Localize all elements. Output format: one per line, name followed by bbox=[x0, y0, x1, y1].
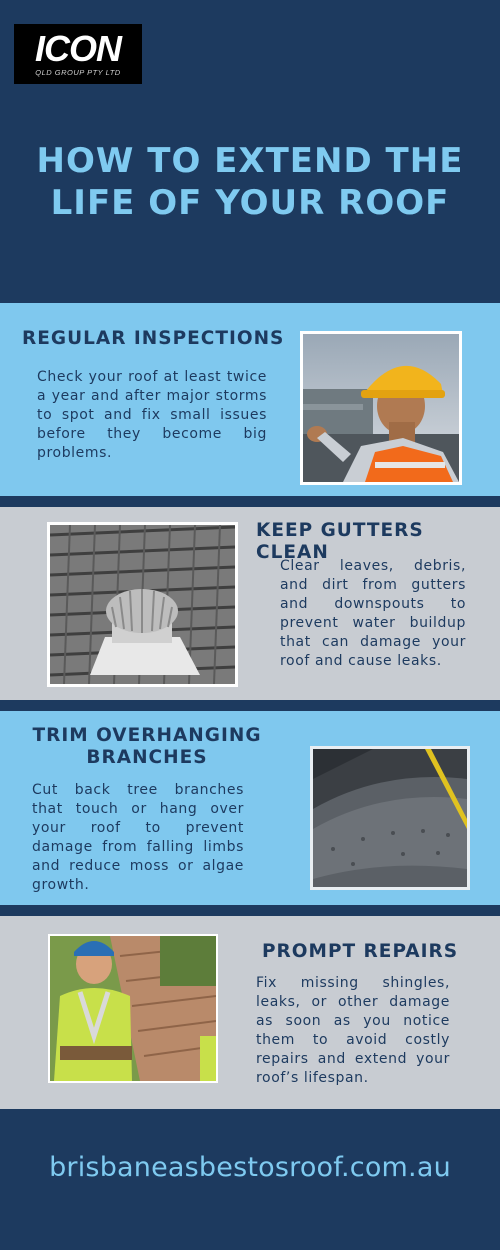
section-text: Check your roof at least twice a year and after major storms to spot and fix small issues before they become big problems. bbox=[37, 369, 267, 461]
title-line-1: HOW TO EXTEND THE bbox=[36, 141, 464, 181]
shingle-ridge-image bbox=[313, 749, 467, 887]
section-heading bbox=[22, 725, 272, 769]
heading-line-1: TRIM OVERHANGING bbox=[32, 725, 262, 746]
section-heading: KEEP GUTTERS CLEAN bbox=[256, 520, 424, 563]
roofer-worker-image bbox=[50, 936, 216, 1081]
logo-wordmark: ICON bbox=[35, 27, 121, 69]
section-text: Fix missing shingles, leaks, or other damage as soon as you notice them to avoid costly repairs and extend your roof’s lifespan. bbox=[256, 975, 450, 1086]
section-prompt-repairs bbox=[0, 916, 500, 1109]
roof-turbine-vent-image bbox=[50, 525, 235, 684]
worker-in-hard-hat-image bbox=[303, 334, 459, 482]
heading-line-2: BRANCHES bbox=[86, 747, 208, 768]
section-text: Clear leaves, debris, and dirt from gutters and downspouts to prevent water buildup that can damage your roof and cause leaks. bbox=[280, 558, 466, 669]
shingle-ridge-photo bbox=[310, 746, 470, 890]
section-text: Cut back tree branches that touch or hang over your roof to prevent damage from falling limbs and reduce moss or algae growth. bbox=[32, 782, 244, 893]
section-trim-overhanging-branches bbox=[0, 711, 500, 905]
company-logo bbox=[14, 24, 142, 84]
title-line-2: LIFE OF YOUR ROOF bbox=[50, 183, 450, 223]
roof-turbine-vent-photo bbox=[47, 522, 238, 687]
section-regular-inspections bbox=[0, 303, 500, 496]
roofer-worker-photo bbox=[48, 934, 218, 1083]
website-url[interactable]: brisbaneasbestosroof.com.au bbox=[49, 1152, 451, 1183]
logo-subtitle: QLD GROUP PTY LTD bbox=[35, 67, 121, 77]
section-keep-gutters-clean bbox=[0, 507, 500, 700]
section-heading: REGULAR INSPECTIONS bbox=[22, 328, 285, 349]
page-title bbox=[0, 140, 500, 224]
worker-in-hard-hat-photo bbox=[300, 331, 462, 485]
section-heading: PROMPT REPAIRS bbox=[262, 941, 459, 962]
